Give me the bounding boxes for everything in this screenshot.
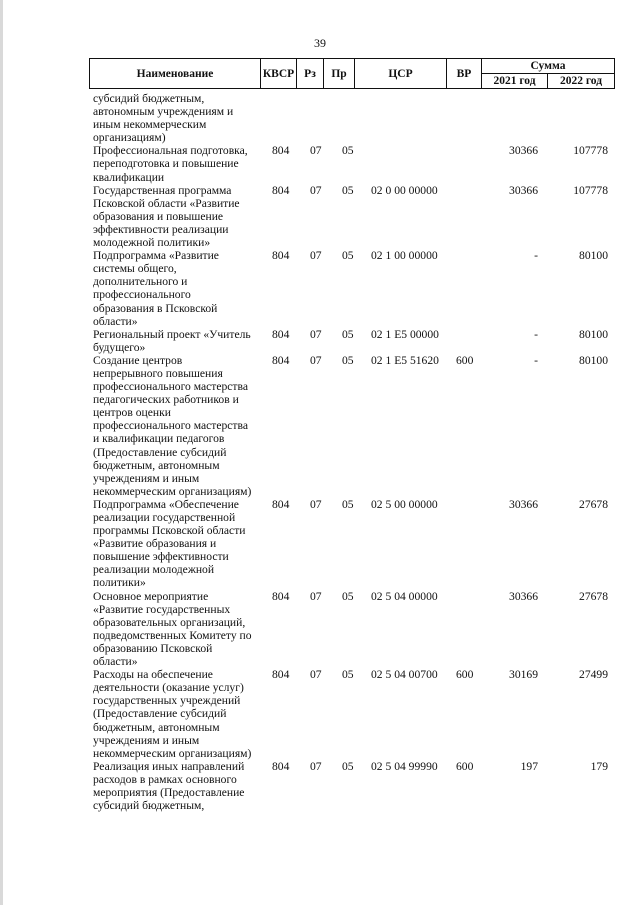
row-name-line: Реализация иных направлений <box>93 759 245 773</box>
row-name-line: Расходы на обеспечение <box>93 668 213 682</box>
row-name-line: политики» <box>93 576 146 590</box>
row-name-line: молодежной политики» <box>93 236 211 250</box>
cell-kvsr: 804 <box>272 759 290 773</box>
row-name-line: области» <box>93 655 138 669</box>
cell-kvsr: 804 <box>272 668 290 682</box>
row-name-line: педагогических работников и <box>93 393 239 407</box>
cell-kvsr: 804 <box>272 183 290 197</box>
cell-csr: 02 5 04 00700 <box>371 668 438 682</box>
cell-rz: 07 <box>310 759 322 773</box>
table-header <box>89 58 615 89</box>
row-name <box>93 760 258 812</box>
header-name: Наименование <box>90 59 261 88</box>
cell-s1: 197 <box>520 759 538 773</box>
cell-s2: 27678 <box>579 497 608 511</box>
table-row <box>0 144 640 183</box>
row-name-line: «Развитие государственных <box>93 602 231 616</box>
cell-kvsr: 804 <box>272 327 290 341</box>
row-name-line: образования и повышение <box>93 209 224 223</box>
row-name-line: программы Псковской области <box>93 524 246 538</box>
cell-rz: 07 <box>310 353 322 367</box>
row-name-line: дополнительного и <box>93 275 188 289</box>
row-name-line: реализации молодежной <box>93 563 215 577</box>
cell-csr: 02 5 04 00000 <box>371 589 438 603</box>
row-name-line: некоммерческим организациям) <box>93 746 252 760</box>
cell-csr: 02 0 00 00000 <box>371 183 438 197</box>
cell-csr: 02 1 Е5 00000 <box>371 327 439 341</box>
cell-pr: 05 <box>342 497 354 511</box>
table-row <box>0 92 640 144</box>
table-row <box>0 354 640 498</box>
cell-kvsr: 804 <box>272 249 290 263</box>
cell-csr: 02 1 Е5 51620 <box>371 353 439 367</box>
cell-pr: 05 <box>342 759 354 773</box>
row-name-line: профессионального <box>93 288 191 302</box>
row-name-line: расходов в рамках основного <box>93 772 237 786</box>
cell-s2: 27678 <box>579 589 608 603</box>
cell-rz: 07 <box>310 589 322 603</box>
row-name-line: Подпрограмма «Развитие <box>93 249 219 263</box>
cell-pr: 05 <box>342 144 354 158</box>
cell-csr: 02 5 04 99990 <box>371 759 438 773</box>
cell-s1: - <box>534 327 538 341</box>
cell-csr: 02 5 00 00000 <box>371 497 438 511</box>
row-name-line: профессионального мастерства <box>93 419 248 433</box>
cell-s1: 30169 <box>509 668 538 682</box>
table-row <box>0 590 640 669</box>
row-name-line: будущего» <box>93 340 146 354</box>
cell-pr: 05 <box>342 327 354 341</box>
cell-s1: - <box>534 353 538 367</box>
row-name <box>93 668 258 760</box>
row-name <box>93 249 258 328</box>
row-name-line: и квалификации педагогов <box>93 432 225 446</box>
table-row <box>0 249 640 328</box>
row-name-line: организациям) <box>93 131 166 145</box>
table-row <box>0 668 640 760</box>
row-name-line: центров оценки <box>93 406 171 420</box>
cell-rz: 07 <box>310 497 322 511</box>
cell-rz: 07 <box>310 183 322 197</box>
cell-s1: 30366 <box>509 497 538 511</box>
cell-rz: 07 <box>310 668 322 682</box>
row-name-line: реализации государственной <box>93 511 236 524</box>
row-name-line: субсидий бюджетным, <box>93 92 205 105</box>
row-name-line: (Предоставление субсидий <box>93 445 227 459</box>
row-name <box>93 498 258 590</box>
cell-s1: - <box>534 249 538 263</box>
row-name-line: субсидий бюджетным, <box>93 799 205 813</box>
header-sum-title: Сумма <box>482 59 614 74</box>
cell-kvsr: 804 <box>272 497 290 511</box>
row-name-line: Создание центров <box>93 353 183 367</box>
row-name-line: Государственная программа <box>93 183 232 197</box>
header-vr: ВР <box>447 59 482 88</box>
cell-rz: 07 <box>310 249 322 263</box>
header-year-2021: 2021 год <box>482 74 548 88</box>
cell-vr: 600 <box>456 353 474 367</box>
row-name-line: профессионального мастерства <box>93 380 248 394</box>
row-name-line: некоммерческим организациям) <box>93 484 252 498</box>
cell-rz: 07 <box>310 144 322 158</box>
row-name <box>93 354 258 498</box>
cell-s2: 80100 <box>579 353 608 367</box>
cell-csr: 02 1 00 00000 <box>371 249 438 263</box>
row-name <box>93 144 258 183</box>
cell-s2: 27499 <box>579 668 608 682</box>
row-name-line: непрерывного повышения <box>93 366 223 380</box>
cell-s2: 107778 <box>573 183 608 197</box>
row-name-line: учреждениям и иным <box>93 733 200 747</box>
row-name-line: эффективности реализации <box>93 222 229 236</box>
row-name-line: «Развитие образования и <box>93 537 217 551</box>
cell-kvsr: 804 <box>272 353 290 367</box>
row-name-line: системы общего, <box>93 262 177 276</box>
row-name-line: квалификации <box>93 170 165 184</box>
header-year-2022: 2022 год <box>559 75 603 87</box>
row-name <box>93 92 258 144</box>
page-number: 39 <box>314 36 326 50</box>
cell-pr: 05 <box>342 353 354 367</box>
row-name-line: подведомственных Комитету по <box>93 628 252 642</box>
cell-pr: 05 <box>342 249 354 263</box>
row-name-line: (Предоставление субсидий <box>93 707 227 721</box>
row-name-line: деятельности (оказание услуг) <box>93 681 244 695</box>
row-name-line: Псковской области «Развитие <box>93 196 240 210</box>
cell-s2: 80100 <box>579 327 608 341</box>
table-body <box>0 92 640 812</box>
row-name-line: мероприятия (Предоставление <box>93 785 245 799</box>
row-name-line: бюджетным, автономным <box>93 720 220 734</box>
row-name-line: повышение эффективности <box>93 550 229 564</box>
row-name-line: Основное мероприятие <box>93 589 209 603</box>
cell-s1: 30366 <box>509 144 538 158</box>
row-name-line: учреждениям и иным <box>93 471 200 485</box>
cell-s1: 30366 <box>509 183 538 197</box>
cell-kvsr: 804 <box>272 589 290 603</box>
row-name-line: области» <box>93 314 138 328</box>
cell-vr: 600 <box>456 759 474 773</box>
table-row <box>0 328 640 354</box>
row-name-line: образовательных организаций, <box>93 615 246 629</box>
cell-pr: 05 <box>342 668 354 682</box>
cell-s2: 107778 <box>573 144 608 158</box>
cell-vr: 600 <box>456 668 474 682</box>
cell-s2: 179 <box>590 759 608 773</box>
table-row <box>0 184 640 249</box>
row-name-line: государственных учреждений <box>93 694 241 708</box>
row-name-line: бюджетным, автономным <box>93 458 220 472</box>
row-name-line: переподготовка и повышение <box>93 157 239 171</box>
cell-s1: 30366 <box>509 589 538 603</box>
cell-kvsr: 804 <box>272 144 290 158</box>
row-name-line: Подпрограмма «Обеспечение <box>93 497 239 511</box>
cell-pr: 05 <box>342 183 354 197</box>
row-name <box>93 328 258 354</box>
header-kvsr: КВСР <box>261 59 297 88</box>
row-name-line: образованию Псковской <box>93 641 213 655</box>
header-pr: Пр <box>324 59 355 88</box>
table-row <box>0 760 640 812</box>
row-name-line: образования в Псковской <box>93 301 218 315</box>
row-name <box>93 184 258 249</box>
header-rz: Рз <box>297 59 324 88</box>
row-name-line: Профессиональная подготовка, <box>93 144 248 158</box>
header-sum <box>482 59 614 88</box>
row-name-line: иным некоммерческим <box>93 118 207 132</box>
row-name-line: автономным учреждениям и <box>93 105 234 119</box>
table-row <box>0 498 640 590</box>
cell-pr: 05 <box>342 589 354 603</box>
header-csr: ЦСР <box>355 59 447 88</box>
cell-s2: 80100 <box>579 249 608 263</box>
cell-rz: 07 <box>310 327 322 341</box>
row-name-line: Региональный проект «Учитель <box>93 327 251 341</box>
row-name <box>93 590 258 669</box>
